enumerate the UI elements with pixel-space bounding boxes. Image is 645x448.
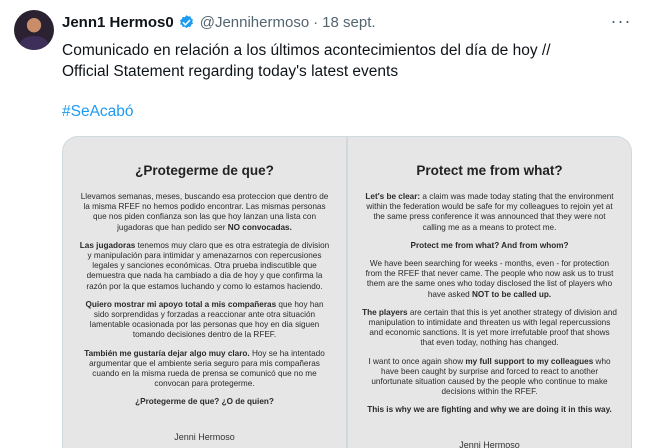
paragraph-text: tenemos muy claro que es otra estrategia de division y manipulación para intimidar y amenazarnos con repercusiones legales y sanciones económicas. Otra prueba indiscutible que demuestra que nada ha cambiado a dia de hoy y que confirma la razón por la que estamos luchando y como lo estamos haciendo. xyxy=(86,240,330,291)
paragraph-bold-text: my full support to my colleagues xyxy=(465,356,594,366)
paragraph-bold-text: NOT to be called up. xyxy=(472,289,552,299)
paragraph-bold-text: Las jugadoras xyxy=(79,240,136,250)
paragraph-text: We have been searching for weeks - months, even - for protection from the RFEF that never came. The people who now ask us to trust them are the same ones who today disclosed the list of players who have asked xyxy=(365,259,614,299)
tweet-media[interactable] xyxy=(62,136,632,448)
paragraph-text: Hoy se ha intentado argumentar que el ambiente seria seguro para mis compañeras cuando en la misma rueda de prensa se comunicó que no me convocan para protegerme. xyxy=(89,348,325,389)
statement-paragraph xyxy=(77,192,332,233)
signature: Jenni Hermoso xyxy=(174,431,235,442)
tweet-text-line-1: Comunicado en relación a los últimos acontecimientos del día de hoy // xyxy=(62,42,551,59)
separator: · xyxy=(313,13,319,31)
paragraph-text: a claim was made today stating that the environment within the federation would be safe for my colleagues to rejoin yet at the same press conference it was announced that they were not calling me as a means to protect me. xyxy=(366,192,614,232)
statement-title: ¿Protegerme de que? xyxy=(135,163,274,178)
statement-closing xyxy=(362,405,617,415)
closing-text: This is why we are fighting and why we are doing it in this way. xyxy=(367,405,612,415)
statement-paragraph xyxy=(362,241,617,251)
tweet-header xyxy=(62,11,376,33)
paragraph-bold-text: The players xyxy=(362,307,408,317)
paragraph-text: who have been caught by surprise and forced to react to another unfortunate situation caused by the people who continue to make decisions within the RFEF. xyxy=(371,356,611,397)
statement-closing xyxy=(77,397,332,407)
statement-paragraph xyxy=(362,308,617,349)
statement-image-english[interactable] xyxy=(348,137,631,448)
user-handle[interactable]: @Jennihermoso xyxy=(199,13,310,31)
tweet-text xyxy=(62,40,632,82)
paragraph-bold-text: Let's be clear: xyxy=(365,192,421,201)
statement-paragraph xyxy=(77,300,332,341)
paragraph-bold-text: NO convocadas. xyxy=(227,222,292,232)
verified-badge-icon xyxy=(178,14,195,31)
timestamp[interactable]: 18 sept. xyxy=(322,13,376,31)
statement-image-spanish[interactable] xyxy=(63,137,346,448)
statement-paragraph xyxy=(362,259,617,300)
closing-text: ¿Protegerme de que? ¿O de quien? xyxy=(135,397,274,407)
signature: Jenni Hermoso xyxy=(459,439,520,448)
statement-paragraph xyxy=(77,241,332,292)
avatar[interactable] xyxy=(14,10,54,50)
paragraph-text: Llevamos semanas, meses, buscando esa proteccion que dentro de la misma RFEF no hemos podido encontrar. Las mismas personas que nos piden confianza son las que hoy lanzan una lista con jugadoras que han pedido ser xyxy=(80,192,329,232)
hashtag-link[interactable]: #SeAcabó xyxy=(62,103,134,120)
paragraph-text: que hoy han sido sorprendidas y forzadas a reaccionar ante otra situación lamentable ocasionada por las personas que hoy en dia siguen tomando decisiones dentro de la RFEF. xyxy=(89,299,324,340)
statement-paragraph xyxy=(362,192,617,233)
display-name[interactable]: Jenn1 Hermos0 xyxy=(62,13,174,31)
statement-paragraph xyxy=(362,357,617,398)
statement-title: Protect me from what? xyxy=(416,163,563,178)
paragraph-bold-text: Protect me from what? And from whom? xyxy=(410,240,569,250)
more-horizontal-icon[interactable]: ··· xyxy=(610,10,632,31)
tweet-text-line-2: Official Statement regarding today's latest events xyxy=(62,63,399,80)
paragraph-text: are certain that this is yet another strategy of division and manipulation to intimidate and threaten us with legal repercussions and economic sanctions. It is yet more irrefutable proof that shows that even today, nothing has changed. xyxy=(368,307,617,348)
paragraph-bold-text: También me gustaría dejar algo muy claro. xyxy=(84,348,250,358)
paragraph-bold-text: Quiero mostrar mi apoyo total a mis compañeras xyxy=(85,299,277,309)
statement-paragraph xyxy=(77,349,332,390)
paragraph-text: I want to once again show xyxy=(368,356,464,366)
